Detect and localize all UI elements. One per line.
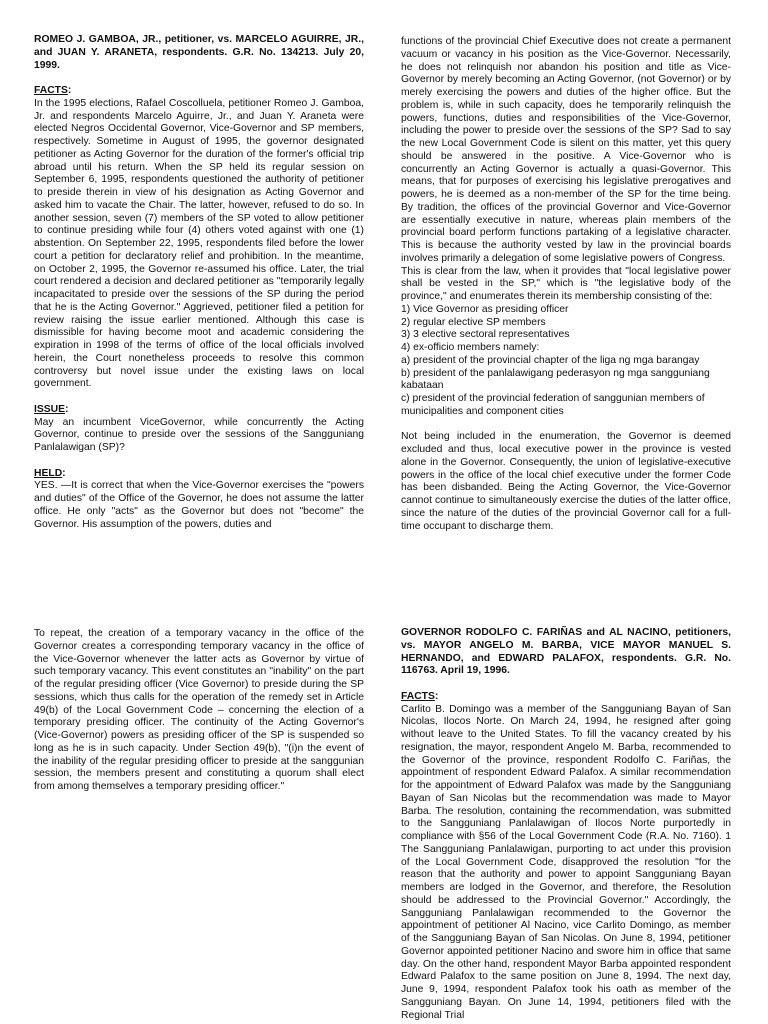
list-item: 2) regular elective SP members (401, 316, 546, 328)
right-column (401, 36, 731, 533)
held-text: YES. —It is correct that when the Vice-Governor exercises the "powers and duties" of the Office of the Governor, he does not assume the latter office. He only "acts" as the Governor but does not "become" the Governor. His assumption of the powers, duties and (34, 480, 364, 530)
left-column: ROMEO J. GAMBOA, JR., petitioner, vs. MARCELO AGUIRRE, JR., and JUAN Y. ARANETA, respondents. G.R. No. 134213. July 20, 1999. FACTS: In the 1995 elections, Rafael Coscolluela, petitioner Romeo J. Gamboa, Jr. and respondents Marcelo Aguirre, Jr., and Juan Y. Araneta were elected Negros Occidental Governor, Vice-Governor and SP members, respectively. Sometime in August of 1995, the governor designated petitioner as Acting Governor for the duration of the former's official trip abroad until his return. When the SP held its regular session on September 6, 1995, respondents questioned the authority of petitioner to preside therein in view of his designation as Acting Governor and asked him to vacate the Chair. The latter, however, refused to do so. In another session, seven (7) members of the SP voted to allow petitioner to continue presiding while four (4) others voted against with one (1) abstention. On September 22, 1995, respondents filed before the lower court a petition for declaratory relief and prohibition. In the meantime, on October 2, 1995, the Governor re-assumed his office. Later, the trial court rendered a decision and declared petitioner as "temporarily legally incapacitated to preside over the sessions of the SP during the period that he is the Acting Governor." Aggrieved, petitioner filed a petition for review raising the issue earlier mentioned. Although this case is dismissible for having become moot and academic considering the expiration in 1998 of the terms of office of the local officials involved herein, the Court nonetheless proceeds to resolve this common controversy but novel issue under the existing laws on local government. ISSUE: May an incumbent ViceGovernor, while concurrently the Acting Governor, continue to preside over the sessions of the Sangguniang Panlalawigan (SP)? HELD: YES. —It is correct that when the Vice-Governor exercises the "powers and duties" of the Office of the Governor, he does not assume the latter office. He only "acts" as the Governor but does not "become" the Governor. His assumption of the powers, duties and (34, 34, 364, 530)
facts-text: In the 1995 elections, Rafael Coscolluela, petitioner Romeo J. Gamboa, Jr. and respondents Marcelo Aguirre, Jr., and Juan Y. Araneta were elected Negros Occidental Governor, Vice-Governor and SP members, respectively. Sometime in August of 1995, the governor designated petitioner as Acting Governor for the duration of the former's official trip abroad until his return. When the SP held its regular session on September 6, 1995, respondents questioned the authority of petitioner to preside therein in view of his designation as Acting Governor and asked him to vacate the Chair. The latter, however, refused to do so. In another session, seven (7) members of the SP voted to allow petitioner to continue presiding while four (4) others voted against with one (1) abstention. On September 22, 1995, respondents filed before the lower court a petition for declaratory relief and prohibition. In the meantime, on October 2, 1995, the Governor re-assumed his office. Later, the trial court rendered a decision and declared petitioner as "temporarily legally incapacitated to preside over the sessions of the SP during the period that he is the Acting Governor." Aggrieved, petitioner filed a petition for review raising the issue earlier mentioned. Although this case is dismissible for having become moot and academic considering the expiration in 1998 of the terms of office of the local officials involved herein, the Court nonetheless proceeds to resolve this common controversy but novel issue under the existing laws on local government. (34, 97, 364, 390)
case-caption: ROMEO J. GAMBOA, JR., petitioner, vs. MARCELO AGUIRRE, JR., and JUAN Y. ARANETA, respondents. G.R. No. 134213. July 20, 1999. (34, 34, 364, 71)
held-heading: HELD (34, 467, 63, 479)
issue-heading: ISSUE (34, 403, 66, 415)
list-item: c) president of the provincial federation of sanggunian members of municipalities and component cities (401, 393, 705, 417)
held-summary-text: To repeat, the creation of a temporary vacancy in the office of the Governor creates a corresponding temporary vacancy in the office of the Vice-Governor whenever the latter acts as Governor by virtue of such temporary vacancy. This event constitutes an "inability" on the part of the regular presiding officer (Vice Governor) to preside during the SP sessions, which thus calls for the operation of the remedy set in Article 49(b) of the Local Government Code – concerning the election of a temporary presiding officer. The continuity of the Acting Governor's (Vice-Governor) powers as presiding officer of the SP is suspended so long as he is in such capacity. Under Section 49(b), "(i)n the event of the inability of the regular presiding officer to preside at the sanggunian session, the members present and constituting a quorum shall elect from among themselves a temporary presiding officer." (34, 628, 364, 792)
issue-text: May an incumbent ViceGovernor, while concurrently the Acting Governor, continue to preside over the sessions of the Sangguniang Panlalawigan (SP)? (34, 416, 364, 453)
right-column: GOVERNOR RODOLFO C. FARIÑAS and AL NACINO, petitioners, vs. MAYOR ANGELO M. BARBA, VICE MAYOR MANUEL S. HERNANDO, and EDWARD PALAFOX, respondents. G.R. No. 116763. April 19, 1996. FACTS: Carlito B. Domingo was a member of the Sangguniang Bayan of San Nicolas, Ilocos Norte. On March 24, 1994, he resigned after going without leave to the United States. To fill the vacancy created by his resignation, the mayor, respondent Angelo M. Barba, recommended to the Governor of the province, respondent Rodolfo C. Fariñas, the appointment of respondent Edward Palafox. A similar recommendation for the appointment of Edward Palafox was made by the Sangguniang Bayan of San Nicolas but the recommendation was made to Mayor Barba. The resolution, containing the recommendation, was submitted to the Sangguniang Panlalawigan of Ilocos Norte purportedly in compliance with §56 of the Local Government Code (R.A. No. 7160). 1 The Sangguniang Panlalawigan, purporting to act under this provision of the Local Government Code, disapproved the resolution "for the reason that the authority and power to appoint Sangguniang Bayan members are lodged in the Governor, and therefore, the Resolution should be addressed to the Provincial Governor." Accordingly, the Sangguniang Panlalawigan recommended to the Governor the appointment of petitioner Al Nacino, vice Carlito Domingo, as member of the Sangguniang Bayan of San Nicolas. On June 8, 1994, petitioner Governor appointed petitioner Nacino and swore him in office that same day. On the other hand, respondent Mayor Barba appointed respondent Edward Palafox to the same position on June 8, 1994. The next day, June 9, 1994, respondent Palafox took his oath as member of the Sangguniang Bayan. On June 14, 1994, petitioners filed with the Regional Trial (401, 627, 731, 1021)
conclusion-text: Not being included in the enumeration, the Governor is deemed excluded and thus, local executive power in the province is vested alone in the Governor. Consequently, the union of legislative-executive powers in the office of the local chief executive under the former Code has been disbanded. Being the Acting Governor, the Vice-Governor cannot continue to simultaneously exercise the duties of the latter office, since the nature of the duties of the provincial Governor call for a full-time occupant to discharge them. (401, 431, 731, 532)
list-item: b) president of the panlalawigang pederasyon ng mga sangguniang kabataan (401, 367, 710, 392)
list-item: 1) Vice Governor as presiding officer (401, 303, 569, 315)
facts-heading: FACTS (401, 690, 435, 702)
list-item: a) president of the provincial chapter of the liga ng mga barangay (401, 354, 700, 366)
membership-list (401, 304, 731, 419)
document-page-bottom (0, 602, 768, 1024)
facts-text: Carlito B. Domingo was a member of the Sangguniang Bayan of San Nicolas, Ilocos Norte. On March 24, 1994, he resigned after going without leave to the United States. To fill the vacancy created by his resignation, the mayor, respondent Angelo M. Barba, recommended to the Governor of the province, respondent Rodolfo C. Fariñas, the appointment of respondent Edward Palafox. A similar recommendation for the appointment of Edward Palafox was made by the Sangguniang Bayan of San Nicolas but the recommendation was made to Mayor Barba. The resolution, containing the recommendation, was submitted to the Sangguniang Panlalawigan of Ilocos Norte purportedly in compliance with §56 of the Local Government Code (R.A. No. 7160). 1 The Sangguniang Panlalawigan, purporting to act under this provision of the Local Government Code, disapproved the resolution "for the reason that the authority and power to appoint Sangguniang Bayan members are lodged in the Governor, and therefore, the Resolution should be addressed to the Provincial Governor." Accordingly, the Sangguniang Panlalawigan recommended to the Governor the appointment of petitioner Al Nacino, vice Carlito Domingo, as member of the Sangguniang Bayan of San Nicolas. On June 8, 1994, petitioner Governor appointed petitioner Nacino and swore him in office that same day. On the other hand, respondent Mayor Barba appointed respondent Edward Palafox to the same position on June 8, 1994. The next day, June 9, 1994, respondent Palafox took his oath as member of the Sangguniang Bayan. On June 14, 1994, petitioners filed with the Regional Trial (401, 703, 731, 1021)
facts-heading: FACTS (34, 85, 68, 96)
held-continued-text: functions of the provincial Chief Executive does not create a permanent vacuum or vacancy in his position as the Vice-Governor. Necessarily, he does not relinquish nor abandon his position and title as Vice-Governor by merely becoming an Acting Governor, (not Governor) or by merely exercising the powers and duties of the higher office. But the problem is, while in such capacity, does he temporarily relinquish the powers, functions, duties and responsibilities of the Vice-Governor, including the power to preside over the sessions of the SP? Sad to say the new Local Government Code is silent on this matter, yet this query should be answered in the positive. A Vice-Governor who is concurrently an Acting Governor is actually a quasi-Governor. This means, that for purposes of exercising his legislative prerogatives and powers, he is deemed as a non-member of the SP for the time being. By tradition, the offices of the provincial Governor and Vice-Governor are essentially executive in nature, whereas plain members of the provincial board perform functions partaking of a legislative character. This is because the authority vested by law in the provincial boards involves primarily a delegation of some legislative powers of Congress. (401, 36, 731, 264)
list-item: 4) ex-officio members namely: (401, 342, 540, 353)
law-provision-text: This is clear from the law, when it provides that "local legislative power shall be vested in the SP," which is "the legislative body of the province," and enumerates therein its membership consisting of the: (401, 265, 731, 302)
list-item: 3) 3 elective sectoral representatives (401, 329, 570, 341)
case-caption: GOVERNOR RODOLFO C. FARIÑAS and AL NACINO, petitioners, vs. MAYOR ANGELO M. BARBA, VICE MAYOR MANUEL S. HERNANDO, and EDWARD PALAFOX, respondents. G.R. No. 116763. April 19, 1996. (401, 627, 731, 677)
left-column (34, 628, 364, 794)
